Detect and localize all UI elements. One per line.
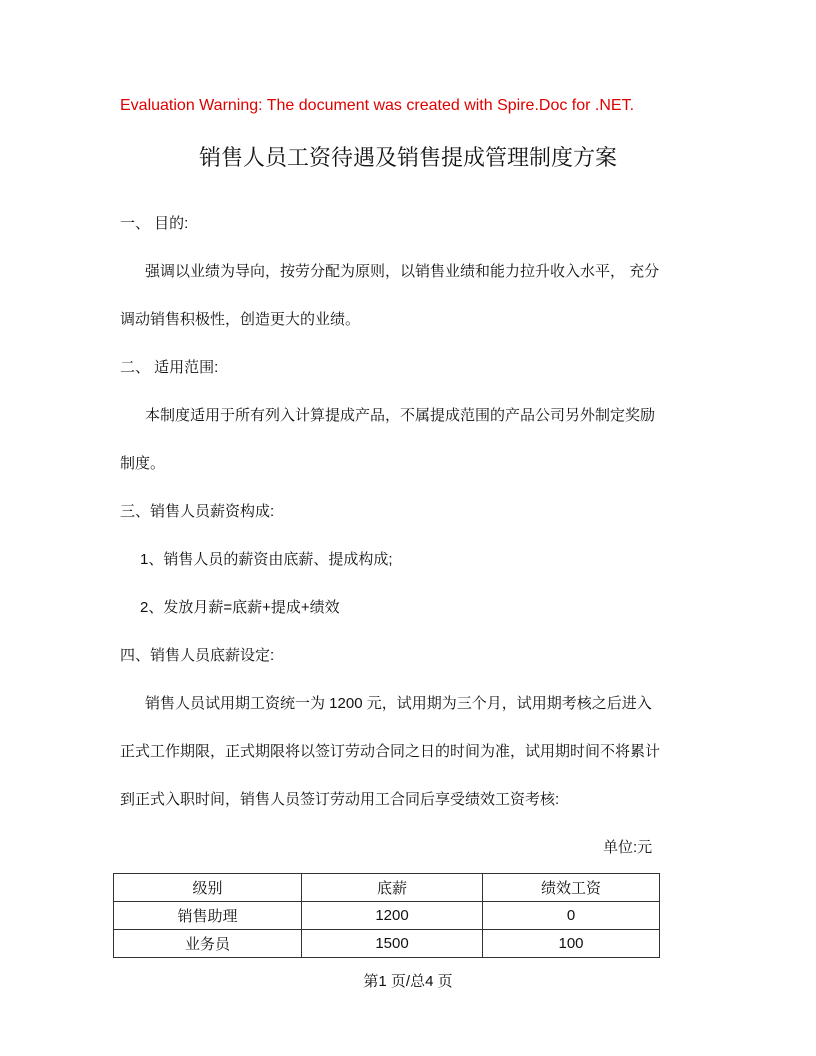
table-cell: 1200	[302, 902, 483, 930]
table-cell: 100	[483, 930, 660, 958]
document-title: 销售人员工资待遇及销售提成管理制度方案	[198, 145, 617, 170]
paragraph-line: 销售人员试用期工资统一为 1200 元，试用期为三个月，试用期考核之后进入	[145, 695, 652, 712]
paragraph-line: 调动销售积极性，创造更大的业绩。	[120, 311, 361, 328]
table-row	[114, 930, 660, 958]
header-cell: 绩效工资	[483, 874, 660, 902]
list-item: 2、发放月薪=底薪+提成+绩效	[140, 599, 340, 616]
page-footer: 第1 页/总4 页	[363, 973, 453, 990]
table-cell: 业务员	[114, 930, 302, 958]
salary-table	[113, 873, 660, 958]
paragraph-line: 正式工作期限，正式期限将以签订劳动合同之日的时间为准，试用期时间不将累计	[120, 743, 661, 760]
section-heading: 二、 适用范围:	[120, 359, 219, 376]
section-heading: 一、 目的:	[120, 215, 189, 232]
paragraph-line: 强调以业绩为导向，按劳分配为原则，以销售业绩和能力拉升收入水平， 充分	[145, 263, 660, 280]
evaluation-warning: Evaluation Warning: The document was created with Spire.Doc for .NET.	[120, 97, 635, 114]
paragraph-line: 本制度适用于所有列入计算提成产品，不属提成范围的产品公司另外制定奖励	[145, 407, 656, 424]
unit-label: 单位:元	[603, 839, 653, 856]
table-cell: 销售助理	[114, 902, 302, 930]
section-heading: 四、销售人员底薪设定:	[120, 647, 275, 664]
section-heading: 三、销售人员薪资构成:	[120, 503, 275, 520]
table-row	[114, 902, 660, 930]
list-item: 1、销售人员的薪资由底薪、提成构成;	[140, 551, 393, 568]
table-cell: 1500	[302, 930, 483, 958]
paragraph-line: 到正式入职时间，销售人员签订劳动用工合同后享受绩效工资考核:	[120, 791, 560, 808]
header-cell: 级别	[114, 874, 302, 902]
table-cell: 0	[483, 902, 660, 930]
paragraph-line: 制度。	[120, 455, 166, 472]
table-header-row	[114, 874, 660, 902]
header-cell: 底薪	[302, 874, 483, 902]
